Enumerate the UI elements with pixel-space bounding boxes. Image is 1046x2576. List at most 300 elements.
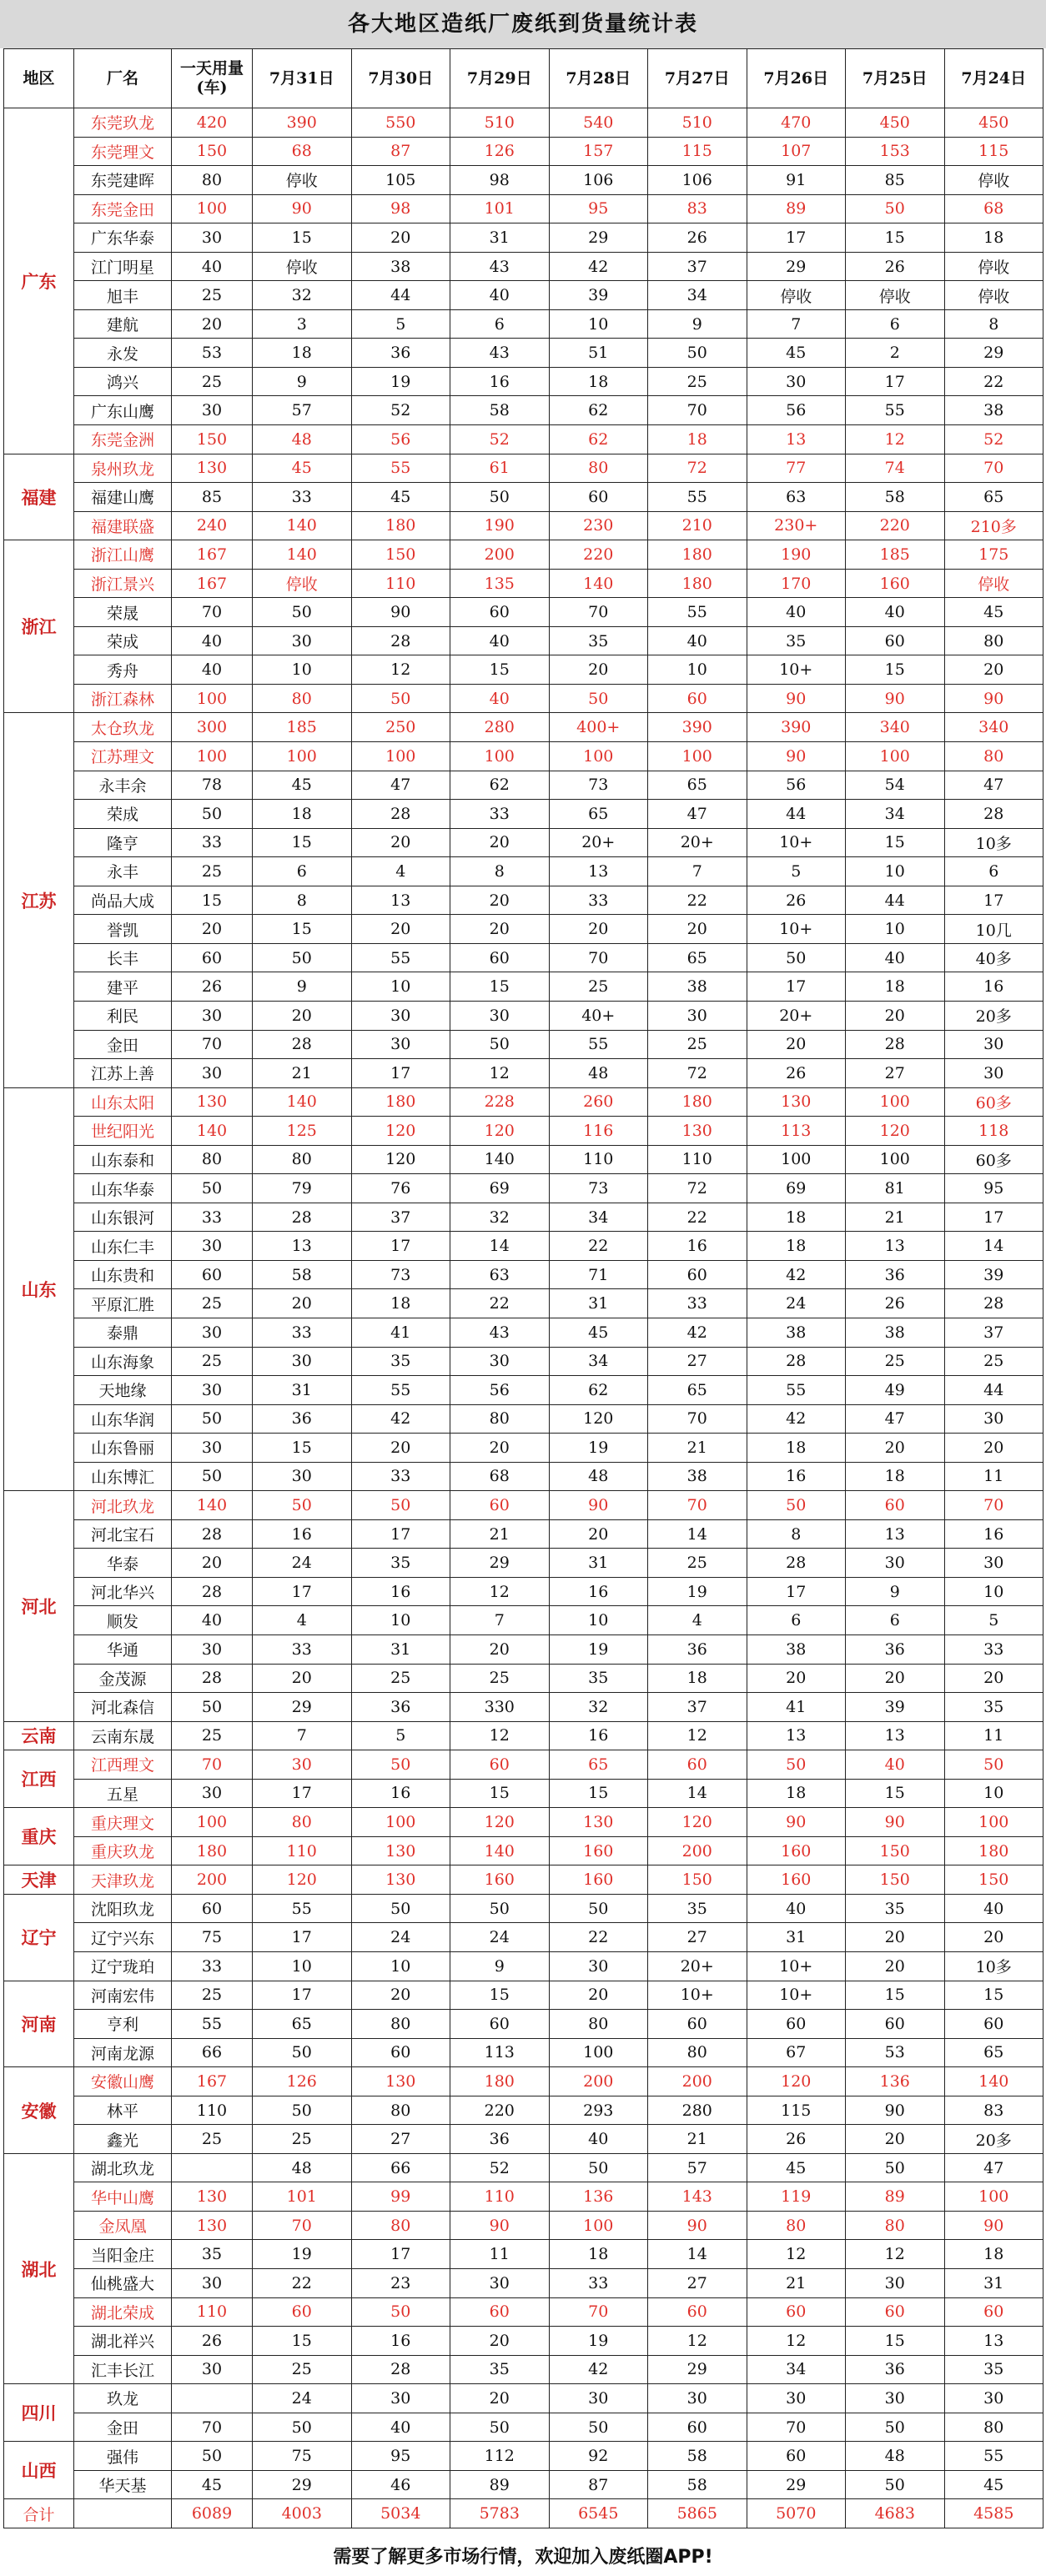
value-cell: 100 — [172, 194, 253, 223]
value-cell: 18 — [846, 972, 945, 1002]
table-row — [4, 511, 1043, 540]
value-cell: 30 — [172, 1001, 253, 1030]
total-value-cell: 5070 — [747, 2499, 846, 2528]
value-cell: 29 — [648, 2355, 747, 2384]
value-cell: 130 — [172, 454, 253, 483]
value-cell: 100 — [549, 2038, 648, 2067]
value-cell: 17 — [253, 1981, 352, 2010]
factory-name-cell: 河北森信 — [74, 1693, 172, 1722]
value-cell: 80 — [253, 684, 352, 713]
table-row — [4, 1952, 1043, 1981]
table-row — [4, 1462, 1043, 1491]
value-cell: 停收 — [747, 281, 846, 310]
value-cell: 44 — [747, 800, 846, 829]
value-cell: 40 — [944, 1894, 1043, 1923]
value-cell: 停收 — [944, 166, 1043, 195]
value-cell: 20+ — [648, 1952, 747, 1981]
value-cell: 90 — [747, 742, 846, 771]
value-cell: 30 — [172, 1779, 253, 1808]
value-cell: 9 — [450, 1952, 550, 1981]
value-cell: 68 — [944, 194, 1043, 223]
value-cell: 95 — [944, 1174, 1043, 1203]
value-cell: 230+ — [747, 511, 846, 540]
table-row — [4, 108, 1043, 138]
value-cell: 24 — [351, 1923, 450, 1952]
value-cell: 37 — [648, 252, 747, 281]
value-cell: 65 — [944, 2038, 1043, 2067]
value-cell: 30 — [172, 1376, 253, 1405]
table-row — [4, 655, 1043, 685]
region-cell: 辽宁 — [4, 1894, 74, 1981]
value-cell: 50 — [253, 2038, 352, 2067]
value-cell: 101 — [253, 2182, 352, 2212]
factory-name-cell: 湖北荣成 — [74, 2297, 172, 2327]
value-cell: 40 — [846, 943, 945, 972]
value-cell: 22 — [450, 1289, 550, 1318]
value-cell: 18 — [846, 1462, 945, 1491]
total-value-cell: 5865 — [648, 2499, 747, 2528]
value-cell: 34 — [549, 1347, 648, 1376]
value-cell: 60 — [944, 2010, 1043, 2039]
value-cell: 29 — [747, 252, 846, 281]
value-cell: 12 — [351, 655, 450, 685]
value-cell: 10 — [846, 915, 945, 944]
value-cell: 5 — [944, 1606, 1043, 1635]
value-cell: 100 — [747, 1145, 846, 1174]
value-cell: 45 — [944, 2470, 1043, 2499]
value-cell: 26 — [648, 223, 747, 253]
value-cell: 31 — [450, 223, 550, 253]
value-cell: 20 — [253, 1001, 352, 1030]
table-row — [4, 1203, 1043, 1232]
value-cell: 50 — [944, 1750, 1043, 1780]
value-cell: 10+ — [648, 1981, 747, 2010]
value-cell: 62 — [450, 771, 550, 800]
value-cell: 29 — [944, 339, 1043, 368]
value-cell: 19 — [253, 2240, 352, 2269]
value-cell: 200 — [450, 540, 550, 570]
value-cell: 150 — [172, 425, 253, 454]
factory-name-cell: 山东仁丰 — [74, 1232, 172, 1261]
value-cell: 17 — [253, 1779, 352, 1808]
factory-name-cell: 永发 — [74, 339, 172, 368]
value-cell: 20 — [648, 915, 747, 944]
value-cell: 90 — [253, 194, 352, 223]
value-cell: 20 — [944, 1434, 1043, 1463]
factory-name-cell: 金凤凰 — [74, 2211, 172, 2240]
footer-note: 需要了解更多市场行情，欢迎加入废纸圈APP! — [333, 2547, 713, 2568]
value-cell: 8 — [253, 886, 352, 915]
value-cell: 7 — [747, 309, 846, 339]
value-cell: 80 — [172, 166, 253, 195]
value-cell: 16 — [648, 1232, 747, 1261]
value-cell: 550 — [351, 108, 450, 138]
value-cell: 65 — [253, 2010, 352, 2039]
region-cell: 山西 — [4, 2442, 74, 2499]
value-cell: 55 — [351, 1376, 450, 1405]
value-cell: 20 — [351, 915, 450, 944]
value-cell: 18 — [648, 1664, 747, 1693]
value-cell: 300 — [172, 713, 253, 742]
value-cell: 100 — [846, 1087, 945, 1117]
value-cell: 63 — [747, 483, 846, 512]
value-cell: 36 — [648, 1634, 747, 1664]
value-cell: 40 — [450, 281, 550, 310]
value-cell: 450 — [846, 108, 945, 138]
value-cell: 18 — [253, 800, 352, 829]
value-cell: 140 — [253, 540, 352, 570]
table-row — [4, 742, 1043, 771]
factory-name-cell: 重庆玖龙 — [74, 1836, 172, 1865]
value-cell: 153 — [846, 137, 945, 166]
value-cell: 140 — [253, 1087, 352, 1117]
value-cell: 45 — [549, 1318, 648, 1347]
value-cell: 51 — [549, 339, 648, 368]
column-header: 7月25日 — [846, 49, 945, 108]
value-cell: 100 — [648, 742, 747, 771]
value-cell: 130 — [172, 2182, 253, 2212]
table-row — [4, 1721, 1043, 1750]
value-cell: 80 — [648, 2038, 747, 2067]
value-cell: 15 — [944, 1981, 1043, 2010]
table-row — [4, 1779, 1043, 1808]
region-cell: 广东 — [4, 108, 74, 454]
region-cell: 河北 — [4, 1491, 74, 1721]
value-cell: 21 — [450, 1519, 550, 1549]
region-cell: 山东 — [4, 1087, 74, 1491]
value-cell: 18 — [648, 425, 747, 454]
value-cell: 21 — [253, 1059, 352, 1088]
table-row — [4, 886, 1043, 915]
factory-name-cell: 山东博汇 — [74, 1462, 172, 1491]
column-header: 厂名 — [74, 49, 172, 108]
value-cell: 30 — [450, 2269, 550, 2298]
value-cell: 20 — [450, 886, 550, 915]
value-cell: 37 — [944, 1318, 1043, 1347]
value-cell: 55 — [351, 454, 450, 483]
value-cell: 9 — [253, 367, 352, 396]
value-cell: 46 — [351, 2470, 450, 2499]
value-cell: 18 — [944, 223, 1043, 253]
value-cell: 12 — [747, 2240, 846, 2269]
factory-name-cell: 河北宝石 — [74, 1519, 172, 1549]
value-cell: 50 — [450, 1030, 550, 1059]
value-cell: 280 — [648, 2096, 747, 2125]
value-cell: 60 — [450, 2297, 550, 2327]
value-cell: 136 — [549, 2182, 648, 2212]
value-cell: 10 — [351, 972, 450, 1002]
value-cell: 68 — [450, 1462, 550, 1491]
value-cell: 30 — [846, 1549, 945, 1578]
value-cell: 53 — [846, 2038, 945, 2067]
value-cell: 180 — [351, 1087, 450, 1117]
page-title: 各大地区造纸厂废纸到货量统计表 — [0, 0, 1046, 48]
column-header: 7月24日 — [944, 49, 1043, 108]
value-cell: 54 — [846, 771, 945, 800]
value-cell: 150 — [648, 1865, 747, 1895]
value-cell: 10 — [351, 1606, 450, 1635]
factory-name-cell: 建平 — [74, 972, 172, 1002]
value-cell: 27 — [351, 2125, 450, 2154]
value-cell: 60 — [846, 1491, 945, 1520]
value-cell: 16 — [351, 1779, 450, 1808]
value-cell: 20 — [450, 2384, 550, 2413]
value-cell: 89 — [846, 2182, 945, 2212]
value-cell: 10+ — [747, 1981, 846, 2010]
value-cell: 160 — [846, 569, 945, 598]
factory-name-cell: 安徽山鹰 — [74, 2067, 172, 2096]
value-cell: 60 — [747, 2297, 846, 2327]
value-cell: 21 — [846, 1203, 945, 1232]
value-cell: 34 — [648, 281, 747, 310]
value-cell: 150 — [846, 1836, 945, 1865]
value-cell: 18 — [351, 1289, 450, 1318]
value-cell: 115 — [944, 137, 1043, 166]
value-cell: 37 — [351, 1203, 450, 1232]
value-cell: 50 — [172, 2442, 253, 2471]
value-cell: 20 — [846, 1434, 945, 1463]
value-cell: 60 — [846, 626, 945, 655]
value-cell: 8 — [944, 309, 1043, 339]
value-cell: 50 — [549, 2153, 648, 2182]
table-row — [4, 771, 1043, 800]
factory-name-cell: 广东华泰 — [74, 223, 172, 253]
value-cell: 33 — [944, 1634, 1043, 1664]
table-row — [4, 339, 1043, 368]
table-row — [4, 857, 1043, 886]
factory-name-cell: 永丰余 — [74, 771, 172, 800]
column-header: 7月28日 — [549, 49, 648, 108]
value-cell: 25 — [253, 2125, 352, 2154]
value-cell: 110 — [172, 2096, 253, 2125]
value-cell: 13 — [351, 886, 450, 915]
table-row — [4, 972, 1043, 1002]
value-cell: 36 — [351, 339, 450, 368]
table-row — [4, 1577, 1043, 1606]
value-cell: 30 — [944, 2384, 1043, 2413]
table-row — [4, 828, 1043, 857]
value-cell: 50 — [747, 1750, 846, 1780]
value-cell: 31 — [549, 1549, 648, 1578]
table-row — [4, 2442, 1043, 2471]
value-cell: 120 — [450, 1117, 550, 1146]
value-cell: 50 — [172, 1462, 253, 1491]
value-cell: 17 — [846, 367, 945, 396]
value-cell: 55 — [648, 483, 747, 512]
value-cell: 38 — [648, 1462, 747, 1491]
value-cell: 20 — [846, 1664, 945, 1693]
value-cell: 30 — [253, 1750, 352, 1780]
value-cell: 20 — [351, 1981, 450, 2010]
value-cell: 60 — [846, 2010, 945, 2039]
factory-name-cell: 山东华润 — [74, 1404, 172, 1434]
value-cell: 25 — [648, 1030, 747, 1059]
value-cell: 35 — [747, 626, 846, 655]
value-cell: 45 — [351, 483, 450, 512]
value-cell: 180 — [450, 2067, 550, 2096]
value-cell: 70 — [172, 2413, 253, 2442]
table-row — [4, 252, 1043, 281]
table-row — [4, 1981, 1043, 2010]
value-cell: 58 — [648, 2442, 747, 2471]
value-cell: 33 — [253, 1318, 352, 1347]
factory-name-cell: 尚品大成 — [74, 886, 172, 915]
value-cell: 60 — [172, 943, 253, 972]
value-cell: 19 — [549, 1434, 648, 1463]
value-cell: 190 — [450, 511, 550, 540]
value-cell: 20+ — [549, 828, 648, 857]
value-cell: 230 — [549, 511, 648, 540]
value-cell: 74 — [846, 454, 945, 483]
value-cell: 15 — [846, 1981, 945, 2010]
value-cell: 180 — [648, 1087, 747, 1117]
value-cell: 167 — [172, 569, 253, 598]
value-cell: 50 — [253, 598, 352, 627]
value-cell: 50 — [253, 2413, 352, 2442]
value-cell: 90 — [747, 1808, 846, 1837]
table-row — [4, 2269, 1043, 2298]
value-cell: 100 — [172, 742, 253, 771]
factory-name-cell: 东莞金洲 — [74, 425, 172, 454]
value-cell: 5 — [351, 1721, 450, 1750]
value-cell: 160 — [450, 1865, 550, 1895]
table-row — [4, 598, 1043, 627]
value-cell: 15 — [846, 655, 945, 685]
factory-name-cell: 玖龙 — [74, 2384, 172, 2413]
value-cell: 18 — [549, 367, 648, 396]
value-cell: 120 — [253, 1865, 352, 1895]
value-cell: 65 — [549, 800, 648, 829]
value-cell: 20 — [351, 1434, 450, 1463]
table-row — [4, 2153, 1043, 2182]
value-cell: 30 — [944, 1404, 1043, 1434]
value-cell: 13 — [253, 1232, 352, 1261]
value-cell: 29 — [450, 1549, 550, 1578]
value-cell: 40 — [549, 2125, 648, 2154]
value-cell: 35 — [846, 1894, 945, 1923]
value-cell: 80 — [450, 1404, 550, 1434]
value-cell: 130 — [549, 1808, 648, 1837]
table-row — [4, 1634, 1043, 1664]
value-cell: 107 — [747, 137, 846, 166]
value-cell: 80 — [351, 2010, 450, 2039]
value-cell: 50 — [253, 2096, 352, 2125]
value-cell: 110 — [253, 1836, 352, 1865]
value-cell: 50 — [351, 1894, 450, 1923]
value-cell: 65 — [648, 943, 747, 972]
table-row — [4, 2125, 1043, 2154]
value-cell: 175 — [944, 540, 1043, 570]
value-cell: 14 — [944, 1232, 1043, 1261]
value-cell: 60 — [450, 943, 550, 972]
table-row — [4, 281, 1043, 310]
value-cell: 90 — [846, 684, 945, 713]
table-row — [4, 1117, 1043, 1146]
value-cell: 30 — [648, 2384, 747, 2413]
value-cell: 70 — [253, 2211, 352, 2240]
value-cell: 36 — [450, 2125, 550, 2154]
table-row — [4, 2096, 1043, 2125]
value-cell: 42 — [351, 1404, 450, 1434]
value-cell: 10+ — [747, 655, 846, 685]
value-cell: 140 — [253, 511, 352, 540]
value-cell: 33 — [172, 828, 253, 857]
value-cell: 25 — [172, 857, 253, 886]
table-row — [4, 2355, 1043, 2384]
value-cell: 24 — [253, 2384, 352, 2413]
value-cell: 90 — [747, 684, 846, 713]
value-cell: 60 — [944, 2297, 1043, 2327]
factory-name-cell: 天地缘 — [74, 1376, 172, 1405]
factory-name-cell: 山东银河 — [74, 1203, 172, 1232]
value-cell: 50 — [172, 1693, 253, 1722]
value-cell: 120 — [648, 1808, 747, 1837]
value-cell: 170 — [747, 569, 846, 598]
value-cell: 27 — [648, 1923, 747, 1952]
value-cell: 79 — [253, 1174, 352, 1203]
value-cell: 26 — [747, 2125, 846, 2154]
value-cell: 34 — [549, 1203, 648, 1232]
value-cell: 34 — [846, 800, 945, 829]
value-cell: 17 — [747, 972, 846, 1002]
value-cell: 20 — [944, 1923, 1043, 1952]
value-cell: 15 — [253, 2327, 352, 2356]
value-cell: 58 — [253, 1260, 352, 1289]
factory-name-cell: 誉凯 — [74, 915, 172, 944]
value-cell: 50 — [549, 2413, 648, 2442]
region-cell: 安徽 — [4, 2067, 74, 2154]
table-row — [4, 1894, 1043, 1923]
value-cell: 180 — [648, 540, 747, 570]
factory-name-cell: 华泰 — [74, 1549, 172, 1578]
value-cell: 38 — [648, 972, 747, 1002]
table-row — [4, 1750, 1043, 1780]
factory-name-cell: 江苏上善 — [74, 1059, 172, 1088]
value-cell: 115 — [648, 137, 747, 166]
value-cell: 20 — [450, 915, 550, 944]
value-cell: 29 — [549, 223, 648, 253]
value-cell: 31 — [253, 1376, 352, 1405]
value-cell: 56 — [747, 396, 846, 425]
value-cell: 60 — [253, 2297, 352, 2327]
value-cell: 210多 — [944, 511, 1043, 540]
table-row — [4, 2297, 1043, 2327]
value-cell: 42 — [549, 252, 648, 281]
factory-name-cell: 辽宁兴东 — [74, 1923, 172, 1952]
factory-name-cell: 荣晟 — [74, 598, 172, 627]
value-cell: 95 — [549, 194, 648, 223]
value-cell: 30 — [172, 1434, 253, 1463]
value-cell: 52 — [944, 425, 1043, 454]
factory-name-cell: 强伟 — [74, 2442, 172, 2471]
value-cell: 20 — [747, 1030, 846, 1059]
table-row — [4, 1519, 1043, 1549]
value-cell: 130 — [747, 1087, 846, 1117]
table-row — [4, 915, 1043, 944]
value-cell: 35 — [648, 1894, 747, 1923]
table-header — [4, 49, 1043, 108]
value-cell: 43 — [450, 1318, 550, 1347]
value-cell: 5 — [747, 857, 846, 886]
value-cell: 50 — [351, 684, 450, 713]
value-cell: 40 — [747, 1894, 846, 1923]
value-cell: 100 — [351, 1808, 450, 1837]
value-cell: 15 — [172, 886, 253, 915]
value-cell: 71 — [549, 1260, 648, 1289]
value-cell: 29 — [253, 2470, 352, 2499]
value-cell: 30 — [172, 396, 253, 425]
value-cell: 30 — [846, 2384, 945, 2413]
